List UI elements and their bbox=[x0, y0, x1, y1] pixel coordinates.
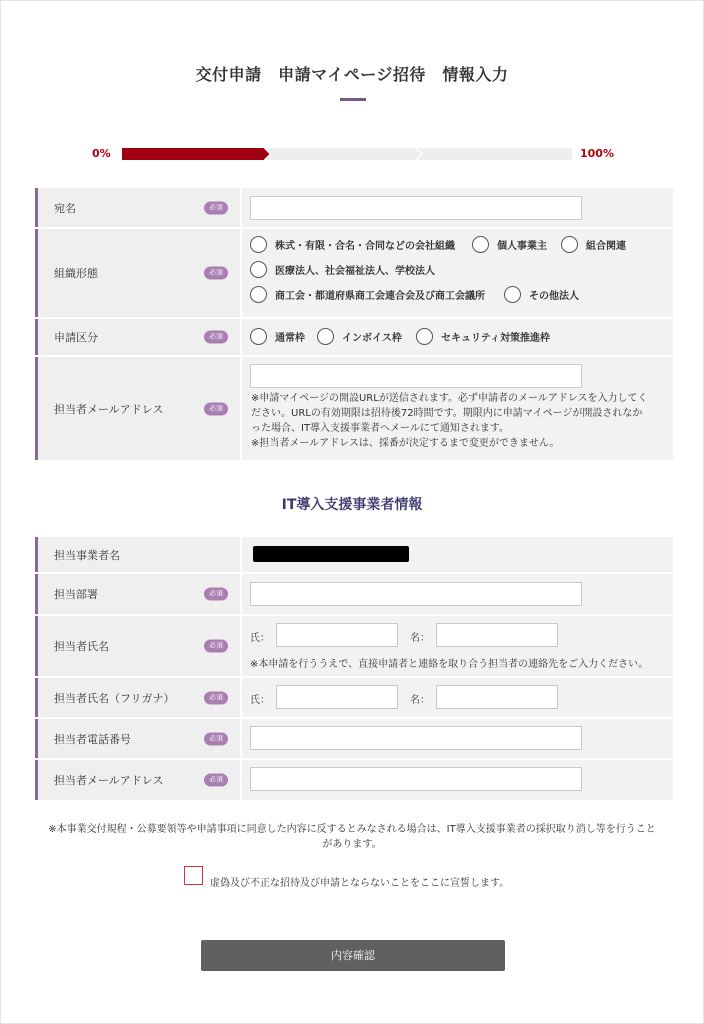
required-badge: 必須 bbox=[204, 402, 228, 415]
vendor-company-row bbox=[35, 537, 673, 572]
required-badge: 必須 bbox=[204, 201, 228, 214]
radio-circle[interactable] bbox=[416, 328, 433, 345]
org-type-label: 組織形態 bbox=[54, 267, 98, 280]
radio-circle[interactable] bbox=[561, 236, 578, 253]
vendor-name-row bbox=[35, 616, 673, 676]
vendor-phone-label: 担当者電話番号 bbox=[54, 732, 131, 746]
radio-circle[interactable] bbox=[250, 261, 267, 278]
vendor-department-value-cell bbox=[242, 574, 673, 614]
applicant-email-label: 担当者メールアドレス bbox=[54, 402, 164, 416]
page-title: 交付申請 申請マイページ招待 情報入力 bbox=[195, 65, 509, 84]
required-badge: 必須 bbox=[204, 267, 228, 280]
vendor-last-name-kana-input[interactable] bbox=[276, 685, 398, 709]
radio-circle[interactable] bbox=[250, 236, 267, 253]
vendor-email-row bbox=[35, 760, 673, 800]
org-type-row bbox=[35, 229, 673, 317]
required-badge: 必須 bbox=[204, 588, 228, 601]
declaration-label[interactable]: 虚偽及び不正な招待及び申請とならないことをここに宣誓します。 bbox=[210, 878, 510, 889]
vendor-name-label: 担当者氏名 bbox=[54, 640, 109, 653]
vendor-form-table bbox=[35, 537, 673, 800]
application-class-option-security[interactable]: セキュリティ対策推進枠 bbox=[416, 328, 550, 345]
vendor-name-kana-row bbox=[35, 678, 673, 717]
terms-notice: ※本事業交付規程・公募要領等や申請事項に同意した内容に反するとみなされる場合は、IT導入支援事業者の採択取り消し等を行うこと があります。 bbox=[48, 824, 656, 850]
vendor-last-name-input[interactable] bbox=[276, 623, 398, 647]
vendor-phone-label-cell bbox=[35, 719, 240, 758]
vendor-name-label-cell bbox=[35, 616, 240, 676]
vendor-department-label: 担当部署 bbox=[54, 588, 98, 601]
radio-circle[interactable] bbox=[504, 286, 521, 303]
application-class-option-invoice[interactable]: インボイス枠 bbox=[317, 328, 402, 345]
applicant-email-row bbox=[35, 357, 673, 460]
addressee-row bbox=[35, 188, 673, 227]
first-name-label: 名： bbox=[410, 633, 430, 644]
applicant-email-label-cell bbox=[35, 357, 240, 460]
progress-bar bbox=[122, 148, 572, 160]
vendor-company-label: 担当事業者名 bbox=[54, 548, 120, 562]
vendor-department-row bbox=[35, 574, 673, 614]
org-type-option-medical-welfare-school[interactable]: 医療法人、社会福祉法人、学校法人 bbox=[250, 261, 435, 278]
vendor-name-kana-value-cell bbox=[242, 678, 673, 717]
vendor-company-value-cell bbox=[242, 537, 673, 572]
first-name-kana-label: 名： bbox=[410, 695, 430, 706]
vendor-name-kana-label-cell bbox=[35, 678, 240, 717]
vendor-phone-input[interactable] bbox=[250, 726, 582, 750]
progress-fill bbox=[122, 148, 271, 160]
vendor-company-label-cell bbox=[35, 537, 240, 572]
required-badge: 必須 bbox=[204, 774, 228, 787]
org-type-value-cell bbox=[242, 229, 673, 317]
org-type-option-sole-proprietor[interactable]: 個人事業主 bbox=[472, 236, 547, 253]
required-badge: 必須 bbox=[204, 640, 228, 653]
application-class-label-cell bbox=[35, 319, 240, 355]
vendor-first-name-input[interactable] bbox=[436, 623, 558, 647]
vendor-email-label: 担当者メールアドレス bbox=[54, 774, 164, 787]
org-type-option-association[interactable]: 組合関連 bbox=[561, 236, 626, 253]
required-badge: 必須 bbox=[204, 691, 228, 704]
application-class-value-cell bbox=[242, 319, 673, 355]
addressee-label-cell bbox=[35, 188, 240, 227]
org-type-option-other-corporation[interactable]: その他法人 bbox=[504, 286, 579, 303]
vendor-first-name-kana-input[interactable] bbox=[436, 685, 558, 709]
required-badge: 必須 bbox=[204, 732, 228, 745]
vendor-phone-value-cell bbox=[242, 719, 673, 758]
application-class-label: 申請区分 bbox=[54, 331, 98, 344]
last-name-kana-label: 氏： bbox=[250, 695, 270, 706]
declaration-checkbox[interactable] bbox=[184, 866, 203, 885]
redacted-company-name bbox=[253, 546, 409, 562]
radio-circle[interactable] bbox=[250, 286, 267, 303]
vendor-name-value-cell bbox=[242, 616, 673, 676]
applicant-email-note: ※申請マイページの開設URLが送信されます。必ず申請者のメールアドレスを入力してく ださい。URLの有効期限は招待後72時間です。期限内に申請マイページが開設されなか った場合、IT導入支援事業者へメールにて通知されます。 ※担当者メールアドレスは、採番が決定するまで変更ができません。 bbox=[251, 393, 648, 449]
application-class-row bbox=[35, 319, 673, 355]
progress-end-label: 100% bbox=[580, 147, 614, 160]
radio-circle[interactable] bbox=[472, 236, 489, 253]
vendor-department-input[interactable] bbox=[250, 582, 582, 606]
last-name-label: 氏： bbox=[250, 633, 270, 644]
title-underline bbox=[340, 98, 366, 101]
addressee-value-cell bbox=[242, 188, 673, 227]
vendor-name-note: ※本申請を行ううえで、直接申請者と連絡を取り合う担当者の連絡先をご入力ください。 bbox=[250, 659, 649, 670]
vendor-email-input[interactable] bbox=[250, 767, 582, 791]
org-type-option-chamber-of-commerce[interactable]: 商工会・都道府県商工会連合会及び商工会議所 bbox=[250, 286, 485, 303]
org-type-option-company[interactable]: 株式・有限・合名・合同などの会社組織 bbox=[250, 236, 455, 253]
progress-start-label: 0% bbox=[92, 147, 111, 160]
applicant-form-table bbox=[35, 188, 673, 460]
vendor-name-kana-label: 担当者氏名（フリガナ） bbox=[54, 691, 175, 705]
application-class-option-normal[interactable]: 通常枠 bbox=[250, 328, 305, 345]
applicant-email-input[interactable] bbox=[250, 364, 582, 388]
confirm-button[interactable]: 内容確認 bbox=[201, 940, 505, 971]
vendor-section-title: IT導入支援事業者情報 bbox=[281, 497, 423, 513]
addressee-input[interactable] bbox=[250, 196, 582, 220]
vendor-department-label-cell bbox=[35, 574, 240, 614]
required-badge: 必須 bbox=[204, 331, 228, 344]
applicant-email-value-cell bbox=[242, 357, 673, 460]
vendor-email-label-cell bbox=[35, 760, 240, 800]
vendor-phone-row bbox=[35, 719, 673, 758]
radio-circle[interactable] bbox=[250, 328, 267, 345]
addressee-label: 宛名 bbox=[54, 201, 76, 215]
radio-circle[interactable] bbox=[317, 328, 334, 345]
vendor-email-value-cell bbox=[242, 760, 673, 800]
org-type-label-cell bbox=[35, 229, 240, 317]
